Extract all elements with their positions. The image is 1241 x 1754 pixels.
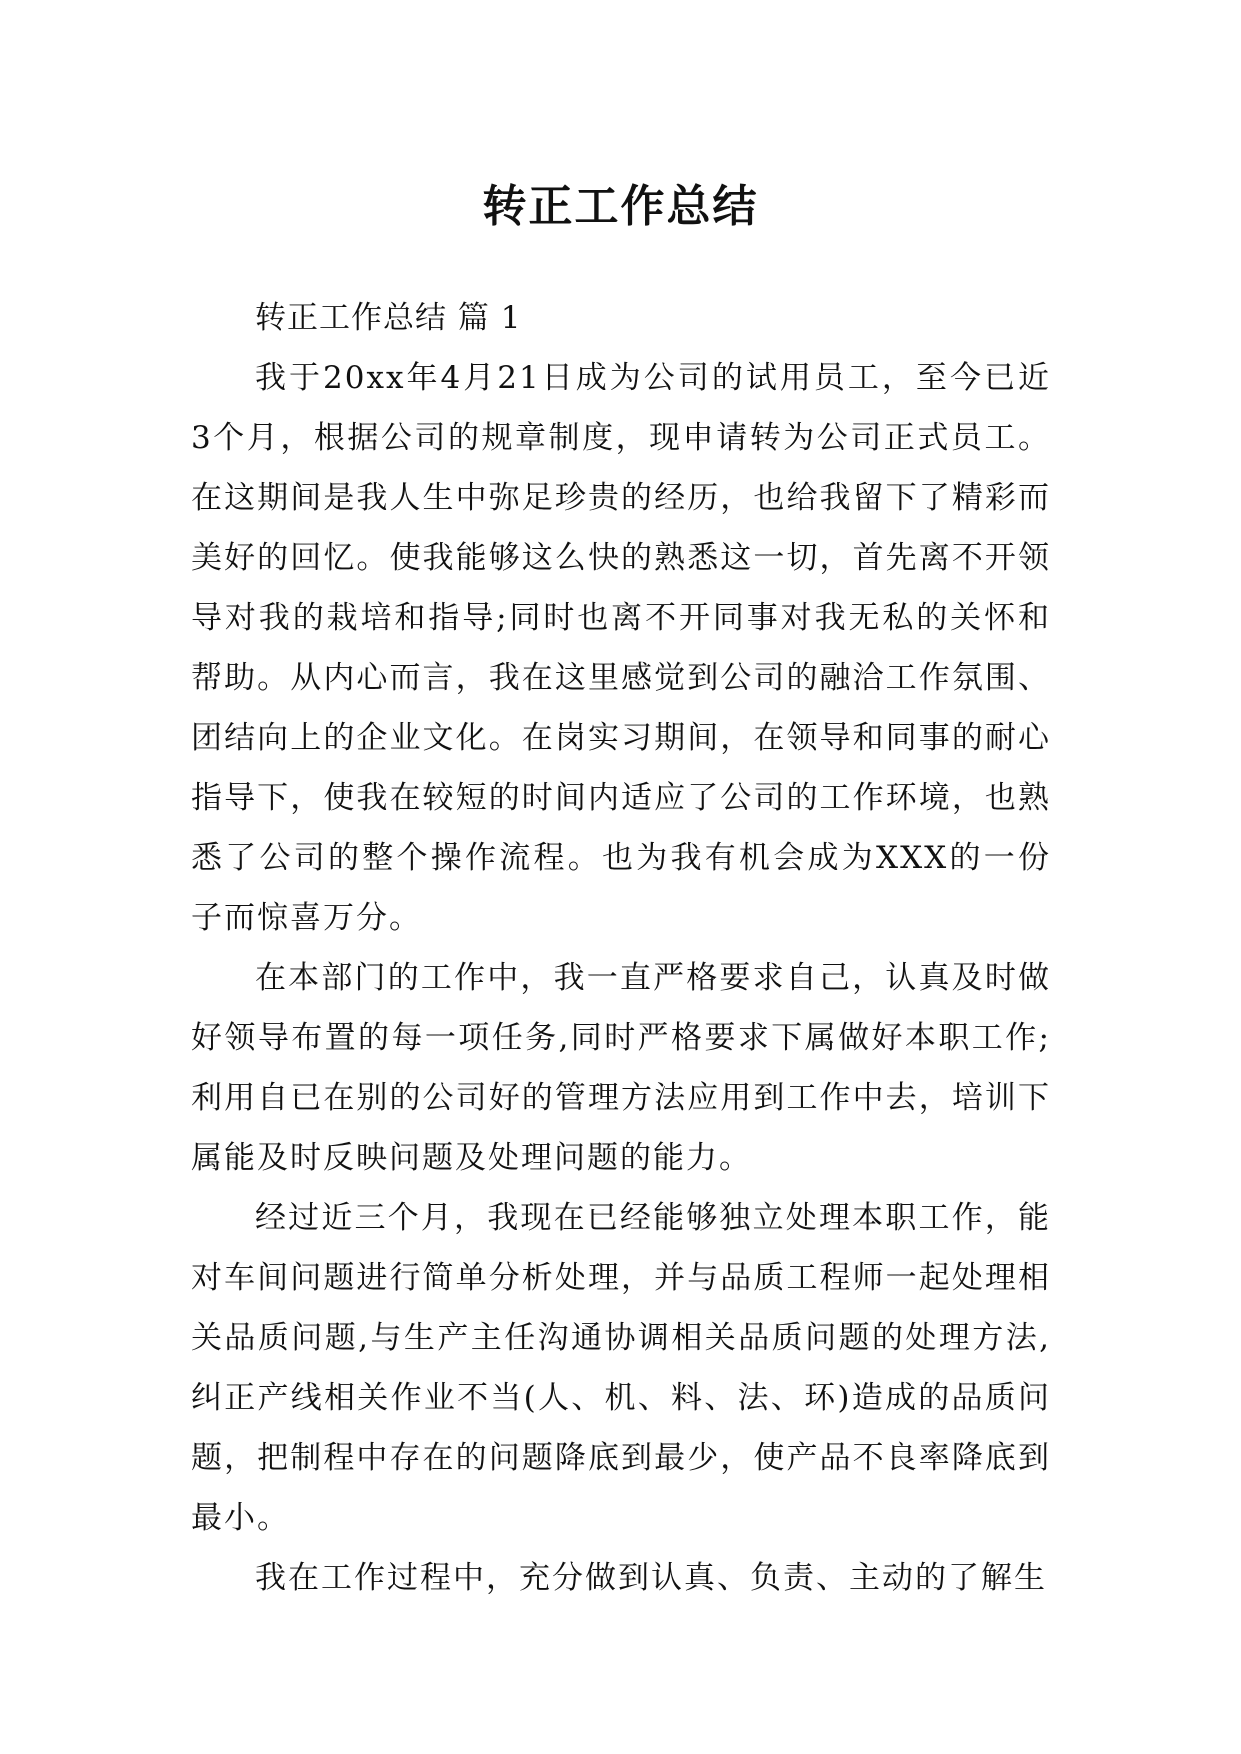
document-title: 转正工作总结 [482,181,759,233]
paragraph-1: 我于20xx年4月21日成为公司的试用员工，至今已近3个月，根据公司的规章制度，现申请转为公司正式员工。在这期间是我人生中弥足珍贵的经历，也给我留下了精彩而美好的回忆。使我能够这么快的熟悉这一切，首先离不开领导对我的栽培和指导;同时也离不开同事对我无私的关怀和帮助。从内心而言，我在这里感觉到公司的融洽工作氛围、团结向上的企业文化。在岗实习期间，在领导和同事的耐心指导下，使我在较短的时间内适应了公司的工作环境，也熟悉了公司的整个操作流程。也为我有机会成为XXX的一份子而惊喜万分。 [191,360,1051,936]
paragraph-3: 经过近三个月，我现在已经能够独立处理本职工作，能对车间问题进行简单分析处理，并与品质工程师一起处理相关品质问题,与生产主任沟通协调相关品质问题的处理方法,纠正产线相关作业不当(人、机、料、法、环)造成的品质问题，把制程中存在的问题降底到最少，使产品不良率降底到最小。 [191,1200,1051,1536]
paragraph-2: 在本部门的工作中，我一直严格要求自己，认真及时做好领导布置的每一项任务,同时严格要求下属做好本职工作;利用自已在别的公司好的管理方法应用到工作中去，培训下属能及时反映问题及处理问题的能力。 [191,960,1051,1176]
document-body [191,288,1051,1608]
paragraph-4: 我在工作过程中，充分做到认真、负责、主动的了解生 [255,1560,1047,1596]
section-heading: 转正工作总结 篇 1 [255,300,522,336]
